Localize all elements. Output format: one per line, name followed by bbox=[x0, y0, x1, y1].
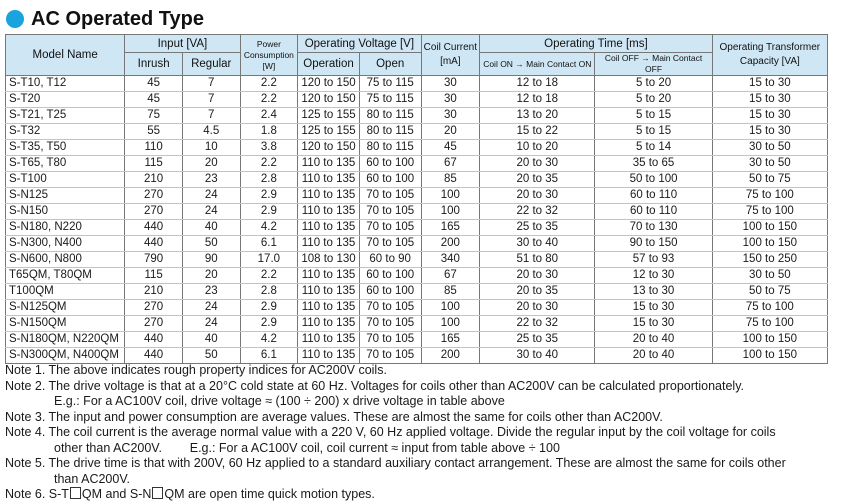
header-coil-current: Coil Current [mA] bbox=[421, 35, 480, 76]
table-row bbox=[6, 300, 828, 316]
cell-open-voltage: 80 to 115 bbox=[359, 108, 421, 124]
cell-regular: 40 bbox=[182, 220, 240, 236]
cell-inrush: 790 bbox=[125, 252, 183, 268]
header-coil-off: Coil OFF → Main Contact OFF bbox=[595, 53, 712, 76]
cell-operation-voltage: 125 to 155 bbox=[298, 108, 360, 124]
cell-regular: 24 bbox=[182, 300, 240, 316]
cell-coil-current: 67 bbox=[421, 268, 480, 284]
note-6 bbox=[5, 487, 835, 503]
cell-inrush: 270 bbox=[125, 316, 183, 332]
cell-coil-current: 200 bbox=[421, 348, 480, 364]
cell-operation-voltage: 110 to 135 bbox=[298, 332, 360, 348]
cell-coil-current: 165 bbox=[421, 220, 480, 236]
cell-open-voltage: 60 to 100 bbox=[359, 172, 421, 188]
cell-open-voltage: 60 to 100 bbox=[359, 284, 421, 300]
cell-open-voltage: 70 to 105 bbox=[359, 348, 421, 364]
note-5-continued: than AC200V. bbox=[54, 471, 130, 486]
cell-coil-current: 45 bbox=[421, 140, 480, 156]
cell-operation-voltage: 120 to 150 bbox=[298, 140, 360, 156]
cell-open-voltage: 60 to 100 bbox=[359, 156, 421, 172]
cell-coil-current: 20 bbox=[421, 124, 480, 140]
cell-coil-current: 67 bbox=[421, 156, 480, 172]
cell-coil-on-time: 25 to 35 bbox=[480, 332, 595, 348]
cell-coil-off-time: 5 to 14 bbox=[595, 140, 712, 156]
cell-model-name: S-N180QM, N220QM bbox=[6, 332, 125, 348]
header-power: Power Consumption [W] bbox=[240, 35, 298, 76]
cell-coil-off-time: 90 to 150 bbox=[595, 236, 712, 252]
cell-inrush: 45 bbox=[125, 92, 183, 108]
table-row bbox=[6, 252, 828, 268]
cell-power: 2.2 bbox=[240, 156, 298, 172]
cell-open-voltage: 70 to 105 bbox=[359, 316, 421, 332]
cell-inrush: 210 bbox=[125, 172, 183, 188]
cell-operation-voltage: 110 to 135 bbox=[298, 220, 360, 236]
cell-open-voltage: 70 to 105 bbox=[359, 332, 421, 348]
cell-regular: 24 bbox=[182, 316, 240, 332]
cell-model-name: S-T100 bbox=[6, 172, 125, 188]
cell-model-name: S-N300, N400 bbox=[6, 236, 125, 252]
cell-coil-on-time: 20 to 30 bbox=[480, 300, 595, 316]
cell-inrush: 210 bbox=[125, 284, 183, 300]
note-2: Note 2. The drive voltage is that at a 20°C cold state at 60 Hz. Voltages for coils other than AC200V can be calculated proportionately. bbox=[5, 378, 745, 393]
cell-coil-on-time: 12 to 18 bbox=[480, 76, 595, 92]
table-body bbox=[6, 76, 828, 364]
cell-inrush: 110 bbox=[125, 140, 183, 156]
cell-power: 6.1 bbox=[240, 348, 298, 364]
cell-transformer-capacity: 75 to 100 bbox=[712, 300, 827, 316]
header-operating-voltage: Operating Voltage [V] bbox=[298, 35, 421, 53]
cell-coil-current: 340 bbox=[421, 252, 480, 268]
cell-transformer-capacity: 15 to 30 bbox=[712, 92, 827, 108]
table-row bbox=[6, 172, 828, 188]
cell-power: 4.2 bbox=[240, 332, 298, 348]
placeholder-box-icon bbox=[152, 487, 163, 499]
cell-coil-current: 30 bbox=[421, 92, 480, 108]
cell-transformer-capacity: 100 to 150 bbox=[712, 236, 827, 252]
note-2-example: E.g.: For a AC100V coil, drive voltage ≈ (100 ÷ 200) x drive voltage in table above bbox=[54, 394, 505, 408]
cell-open-voltage: 60 to 100 bbox=[359, 268, 421, 284]
cell-coil-current: 165 bbox=[421, 332, 480, 348]
cell-coil-on-time: 13 to 20 bbox=[480, 108, 595, 124]
cell-coil-on-time: 22 to 32 bbox=[480, 316, 595, 332]
cell-inrush: 45 bbox=[125, 76, 183, 92]
cell-regular: 23 bbox=[182, 172, 240, 188]
cell-inrush: 270 bbox=[125, 188, 183, 204]
header-regular: Regular bbox=[182, 53, 240, 76]
cell-coil-off-time: 20 to 40 bbox=[595, 332, 712, 348]
note-6-suffix: QM are open time quick motion types. bbox=[164, 487, 375, 501]
cell-open-voltage: 70 to 105 bbox=[359, 188, 421, 204]
table-row bbox=[6, 348, 828, 364]
cell-coil-current: 85 bbox=[421, 284, 480, 300]
table-row bbox=[6, 108, 828, 124]
header-coil-on: Coil ON → Main Contact ON bbox=[480, 53, 595, 76]
cell-coil-on-time: 30 to 40 bbox=[480, 348, 595, 364]
cell-coil-on-time: 12 to 18 bbox=[480, 92, 595, 108]
cell-power: 6.1 bbox=[240, 236, 298, 252]
cell-model-name: S-N150QM bbox=[6, 316, 125, 332]
cell-coil-current: 100 bbox=[421, 300, 480, 316]
cell-power: 4.2 bbox=[240, 220, 298, 236]
cell-regular: 4.5 bbox=[182, 124, 240, 140]
cell-regular: 50 bbox=[182, 236, 240, 252]
cell-open-voltage: 75 to 115 bbox=[359, 92, 421, 108]
cell-transformer-capacity: 75 to 100 bbox=[712, 188, 827, 204]
table-row bbox=[6, 156, 828, 172]
cell-operation-voltage: 120 to 150 bbox=[298, 76, 360, 92]
cell-coil-off-time: 13 to 30 bbox=[595, 284, 712, 300]
cell-transformer-capacity: 30 to 50 bbox=[712, 156, 827, 172]
table-row bbox=[6, 236, 828, 252]
table-row bbox=[6, 268, 828, 284]
header-model-name: Model Name bbox=[6, 35, 125, 76]
cell-transformer-capacity: 30 to 50 bbox=[712, 140, 827, 156]
spec-table bbox=[5, 34, 828, 364]
cell-inrush: 270 bbox=[125, 300, 183, 316]
title-row bbox=[6, 6, 204, 32]
cell-operation-voltage: 120 to 150 bbox=[298, 92, 360, 108]
cell-transformer-capacity: 100 to 150 bbox=[712, 220, 827, 236]
cell-open-voltage: 75 to 115 bbox=[359, 76, 421, 92]
cell-operation-voltage: 110 to 135 bbox=[298, 156, 360, 172]
cell-model-name: S-T10, T12 bbox=[6, 76, 125, 92]
cell-model-name: T100QM bbox=[6, 284, 125, 300]
cell-power: 2.9 bbox=[240, 316, 298, 332]
cell-coil-on-time: 22 to 32 bbox=[480, 204, 595, 220]
header-operating-time: Operating Time [ms] bbox=[480, 35, 713, 53]
cell-transformer-capacity: 100 to 150 bbox=[712, 332, 827, 348]
cell-regular: 7 bbox=[182, 92, 240, 108]
cell-coil-current: 100 bbox=[421, 188, 480, 204]
cell-coil-off-time: 12 to 30 bbox=[595, 268, 712, 284]
table-row bbox=[6, 124, 828, 140]
cell-operation-voltage: 110 to 135 bbox=[298, 236, 360, 252]
cell-transformer-capacity: 75 to 100 bbox=[712, 316, 827, 332]
table-row bbox=[6, 284, 828, 300]
note-6-middle: QM and S-N bbox=[81, 487, 152, 501]
cell-coil-off-time: 5 to 20 bbox=[595, 92, 712, 108]
cell-operation-voltage: 110 to 135 bbox=[298, 204, 360, 220]
cell-regular: 90 bbox=[182, 252, 240, 268]
cell-model-name: S-T32 bbox=[6, 124, 125, 140]
cell-coil-on-time: 51 to 80 bbox=[480, 252, 595, 268]
cell-coil-off-time: 60 to 110 bbox=[595, 188, 712, 204]
header-transformer-capacity: Operating Transformer Capacity [VA] bbox=[712, 35, 827, 76]
cell-coil-off-time: 15 to 30 bbox=[595, 316, 712, 332]
cell-power: 2.9 bbox=[240, 300, 298, 316]
cell-open-voltage: 70 to 105 bbox=[359, 204, 421, 220]
cell-inrush: 440 bbox=[125, 220, 183, 236]
cell-power: 2.9 bbox=[240, 188, 298, 204]
cell-model-name: S-N125 bbox=[6, 188, 125, 204]
cell-coil-on-time: 25 to 35 bbox=[480, 220, 595, 236]
cell-transformer-capacity: 15 to 30 bbox=[712, 124, 827, 140]
cell-power: 2.2 bbox=[240, 92, 298, 108]
table-row bbox=[6, 204, 828, 220]
cell-coil-on-time: 15 to 22 bbox=[480, 124, 595, 140]
table-row bbox=[6, 332, 828, 348]
cell-model-name: S-T20 bbox=[6, 92, 125, 108]
cell-operation-voltage: 108 to 130 bbox=[298, 252, 360, 268]
cell-power: 2.2 bbox=[240, 268, 298, 284]
cell-regular: 50 bbox=[182, 348, 240, 364]
cell-model-name: S-N600, N800 bbox=[6, 252, 125, 268]
cell-transformer-capacity: 75 to 100 bbox=[712, 204, 827, 220]
cell-coil-on-time: 20 to 35 bbox=[480, 172, 595, 188]
cell-model-name: S-N180, N220 bbox=[6, 220, 125, 236]
cell-open-voltage: 70 to 105 bbox=[359, 236, 421, 252]
cell-coil-off-time: 5 to 15 bbox=[595, 124, 712, 140]
cell-transformer-capacity: 100 to 150 bbox=[712, 348, 827, 364]
cell-coil-off-time: 35 to 65 bbox=[595, 156, 712, 172]
cell-transformer-capacity: 50 to 75 bbox=[712, 284, 827, 300]
cell-coil-on-time: 20 to 35 bbox=[480, 284, 595, 300]
cell-power: 2.9 bbox=[240, 204, 298, 220]
cell-coil-off-time: 5 to 20 bbox=[595, 76, 712, 92]
notes bbox=[5, 363, 835, 503]
cell-coil-current: 100 bbox=[421, 316, 480, 332]
cell-coil-current: 30 bbox=[421, 76, 480, 92]
cell-coil-on-time: 10 to 20 bbox=[480, 140, 595, 156]
cell-inrush: 440 bbox=[125, 332, 183, 348]
cell-regular: 7 bbox=[182, 76, 240, 92]
cell-transformer-capacity: 30 to 50 bbox=[712, 268, 827, 284]
cell-power: 1.8 bbox=[240, 124, 298, 140]
cell-regular: 40 bbox=[182, 332, 240, 348]
cell-model-name: S-N150 bbox=[6, 204, 125, 220]
cell-inrush: 115 bbox=[125, 268, 183, 284]
note-4: Note 4. The coil current is the average normal value with a 220 V, 60 Hz applied voltage. Divide the regular input by the coil voltage for coils bbox=[5, 425, 776, 439]
header-input: Input [VA] bbox=[125, 35, 240, 53]
cell-regular: 20 bbox=[182, 156, 240, 172]
table-row bbox=[6, 76, 828, 92]
cell-inrush: 75 bbox=[125, 108, 183, 124]
bullet-icon bbox=[6, 10, 24, 28]
cell-transformer-capacity: 15 to 30 bbox=[712, 76, 827, 92]
cell-model-name: S-N300QM, N400QM bbox=[6, 348, 125, 364]
cell-model-name: S-T35, T50 bbox=[6, 140, 125, 156]
cell-operation-voltage: 110 to 135 bbox=[298, 172, 360, 188]
cell-power: 2.8 bbox=[240, 284, 298, 300]
cell-operation-voltage: 110 to 135 bbox=[298, 316, 360, 332]
cell-coil-current: 85 bbox=[421, 172, 480, 188]
note-6-prefix: Note 6. S-T bbox=[5, 487, 69, 501]
cell-operation-voltage: 125 to 155 bbox=[298, 124, 360, 140]
table-row bbox=[6, 140, 828, 156]
cell-power: 2.4 bbox=[240, 108, 298, 124]
cell-inrush: 270 bbox=[125, 204, 183, 220]
cell-coil-current: 100 bbox=[421, 204, 480, 220]
note-5: Note 5. The drive time is that with 200V, 60 Hz applied to a standard auxiliary contact arrangement. These are almost the same for coils other bbox=[5, 456, 786, 470]
cell-coil-on-time: 20 to 30 bbox=[480, 188, 595, 204]
page-title: AC Operated Type bbox=[31, 7, 204, 30]
cell-open-voltage: 80 to 115 bbox=[359, 124, 421, 140]
cell-operation-voltage: 110 to 135 bbox=[298, 284, 360, 300]
cell-model-name: S-N125QM bbox=[6, 300, 125, 316]
cell-operation-voltage: 110 to 135 bbox=[298, 268, 360, 284]
header-operation: Operation bbox=[298, 53, 360, 76]
cell-coil-on-time: 20 to 30 bbox=[480, 268, 595, 284]
note-4-continued: other than AC200V. E.g.: For a AC100V coil, coil current ≈ input from table above ÷ 100 bbox=[54, 440, 560, 455]
cell-coil-off-time: 57 to 93 bbox=[595, 252, 712, 268]
note-1: Note 1. The above indicates rough property indices for AC200V coils. bbox=[5, 363, 387, 377]
cell-inrush: 440 bbox=[125, 236, 183, 252]
cell-power: 17.0 bbox=[240, 252, 298, 268]
cell-regular: 10 bbox=[182, 140, 240, 156]
cell-regular: 24 bbox=[182, 204, 240, 220]
cell-inrush: 440 bbox=[125, 348, 183, 364]
cell-coil-on-time: 20 to 30 bbox=[480, 156, 595, 172]
cell-transformer-capacity: 150 to 250 bbox=[712, 252, 827, 268]
cell-power: 2.2 bbox=[240, 76, 298, 92]
cell-coil-off-time: 5 to 15 bbox=[595, 108, 712, 124]
cell-power: 2.8 bbox=[240, 172, 298, 188]
note-3: Note 3. The input and power consumption are average values. These are almost the same for coils other than AC200V. bbox=[5, 409, 663, 424]
cell-regular: 20 bbox=[182, 268, 240, 284]
cell-operation-voltage: 110 to 135 bbox=[298, 300, 360, 316]
table-row bbox=[6, 220, 828, 236]
cell-model-name: S-T21, T25 bbox=[6, 108, 125, 124]
cell-inrush: 55 bbox=[125, 124, 183, 140]
cell-model-name: S-T65, T80 bbox=[6, 156, 125, 172]
placeholder-box-icon bbox=[70, 487, 81, 499]
header-open: Open bbox=[359, 53, 421, 76]
cell-coil-off-time: 20 to 40 bbox=[595, 348, 712, 364]
cell-coil-off-time: 50 to 100 bbox=[595, 172, 712, 188]
cell-coil-off-time: 70 to 130 bbox=[595, 220, 712, 236]
cell-coil-off-time: 15 to 30 bbox=[595, 300, 712, 316]
cell-coil-current: 200 bbox=[421, 236, 480, 252]
cell-regular: 23 bbox=[182, 284, 240, 300]
table-row bbox=[6, 92, 828, 108]
cell-inrush: 115 bbox=[125, 156, 183, 172]
cell-transformer-capacity: 15 to 30 bbox=[712, 108, 827, 124]
cell-power: 3.8 bbox=[240, 140, 298, 156]
cell-regular: 24 bbox=[182, 188, 240, 204]
cell-transformer-capacity: 50 to 75 bbox=[712, 172, 827, 188]
cell-open-voltage: 60 to 90 bbox=[359, 252, 421, 268]
cell-operation-voltage: 110 to 135 bbox=[298, 188, 360, 204]
cell-open-voltage: 80 to 115 bbox=[359, 140, 421, 156]
header-inrush: Inrush bbox=[125, 53, 183, 76]
cell-coil-current: 30 bbox=[421, 108, 480, 124]
cell-coil-off-time: 60 to 110 bbox=[595, 204, 712, 220]
cell-coil-on-time: 30 to 40 bbox=[480, 236, 595, 252]
cell-regular: 7 bbox=[182, 108, 240, 124]
table-row bbox=[6, 316, 828, 332]
cell-open-voltage: 70 to 105 bbox=[359, 220, 421, 236]
cell-model-name: T65QM, T80QM bbox=[6, 268, 125, 284]
table-row bbox=[6, 188, 828, 204]
cell-open-voltage: 70 to 105 bbox=[359, 300, 421, 316]
cell-operation-voltage: 110 to 135 bbox=[298, 348, 360, 364]
